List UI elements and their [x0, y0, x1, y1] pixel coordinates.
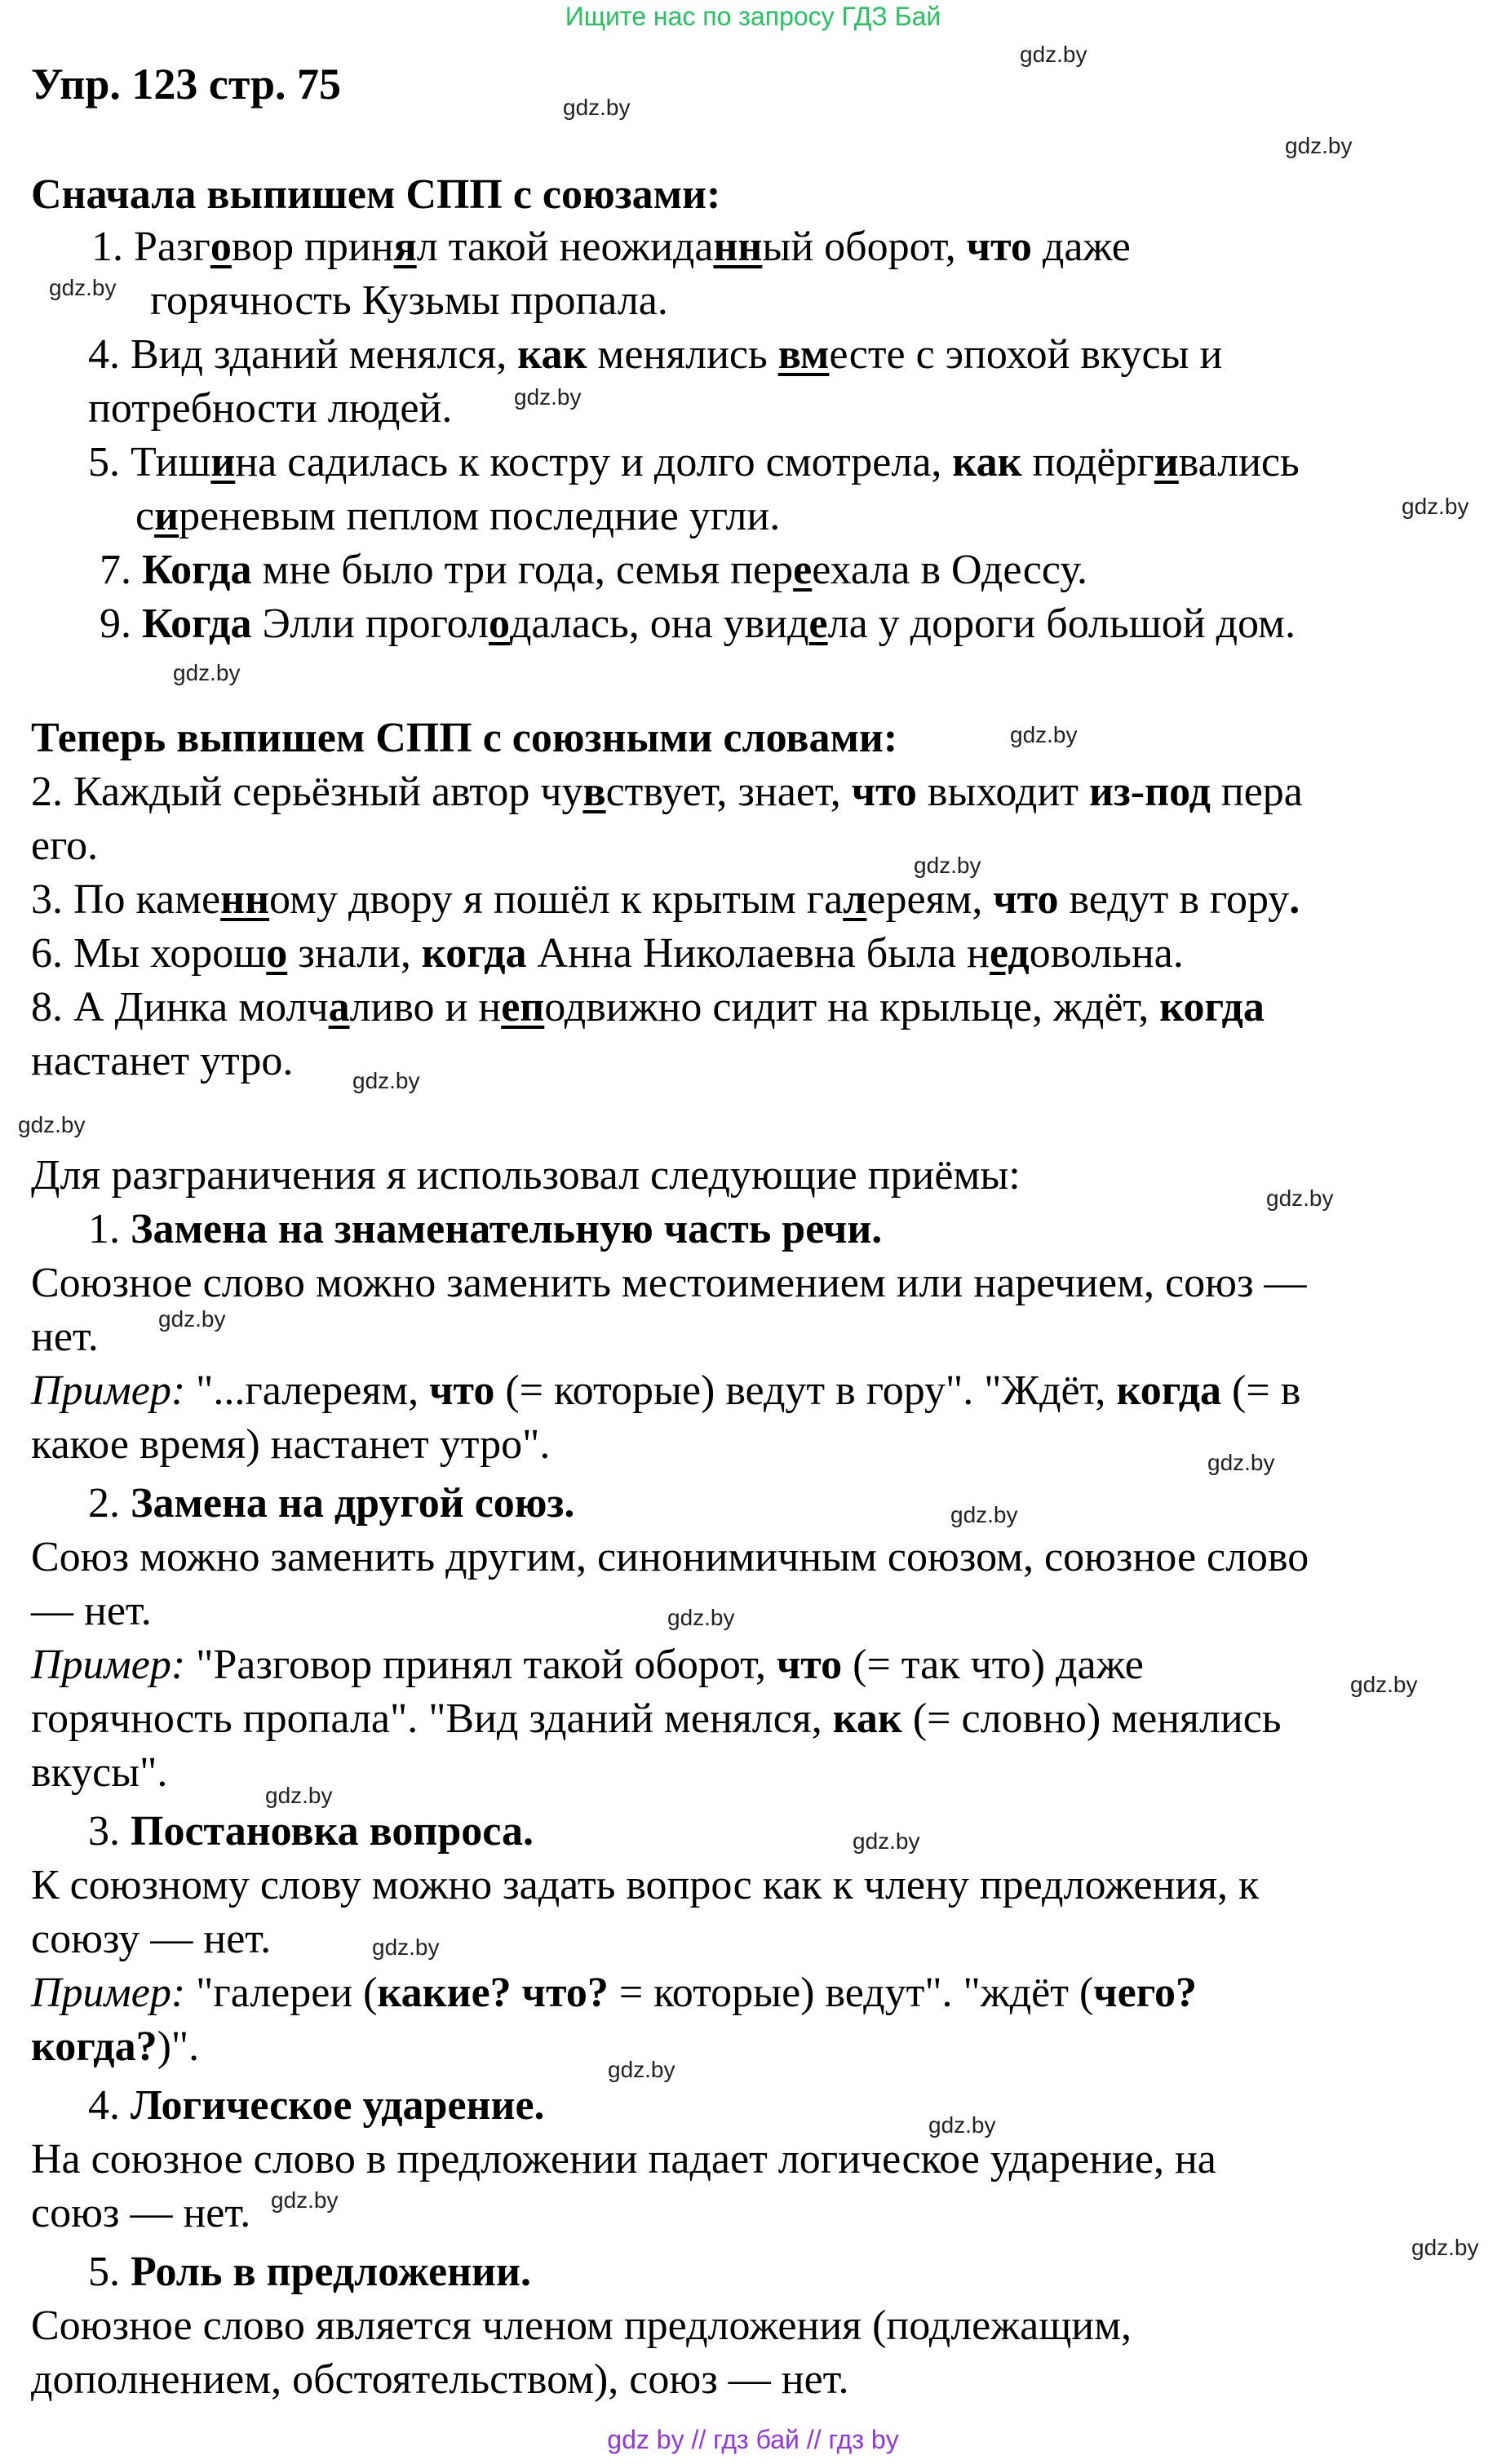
watermark: gdz.by: [352, 1068, 420, 1093]
method-text: — нет.: [31, 1588, 152, 1634]
section2-heading: Теперь выпишем СПП с союзными словами:: [31, 715, 898, 761]
watermark: gdz.by: [853, 1828, 920, 1854]
watermark: gdz.by: [1402, 494, 1469, 519]
method-title: 3. Постановка вопроса.: [88, 1808, 534, 1855]
method-example: Пример: "галереи (какие? что? = которые) ведут". "ждёт (чего?: [31, 1970, 1198, 2016]
method-example: Пример: "...галереям, что (= которые) ведут в гору". "Ждёт, когда (= в: [31, 1367, 1301, 1414]
list-item: 3. По каменному двору я пошёл к крытым галереям, что ведут в гору.: [31, 876, 1300, 923]
watermark: gdz.by: [608, 2057, 675, 2082]
method-text: К союзному слову можно задать вопрос как к члену предложения, к: [31, 1862, 1260, 1908]
method-example-cont: вкусы".: [31, 1749, 168, 1796]
list-item: 7. Когда мне было три года, семья переехала в Одессу.: [100, 547, 1088, 593]
method-title: 2. Замена на другой союз.: [88, 1480, 575, 1527]
list-item-cont: его.: [31, 822, 99, 869]
method-title: 1. Замена на знаменательную часть речи.: [88, 1206, 883, 1252]
watermark: gdz.by: [265, 1783, 333, 1808]
list-item: 4. Вид зданий менялся, как менялись вместе с эпохой вкусы и: [88, 331, 1223, 378]
method-example-cont: когда?)".: [31, 2023, 200, 2070]
methods-intro: Для разграничения я использовал следующие приёмы:: [31, 1152, 1021, 1199]
watermark: gdz.by: [1020, 42, 1087, 67]
method-example: Пример: "Разговор принял такой оборот, что (= так что) даже: [31, 1642, 1144, 1688]
watermark: gdz.by: [1285, 133, 1353, 158]
watermark: gdz.by: [1411, 2235, 1479, 2260]
watermark: gdz.by: [1350, 1672, 1418, 1697]
list-item: 5. Тишина садилась к костру и долго смотрела, как подёргивались: [88, 439, 1300, 485]
watermark: gdz.by: [563, 95, 631, 120]
list-item-cont: настанет утро.: [31, 1038, 294, 1084]
method-example-cont: горячность пропала". "Вид зданий менялся, как (= словно) менялись: [31, 1695, 1282, 1742]
list-item-cont: сиреневым пеплом последние угли.: [135, 493, 781, 539]
watermark: gdz.by: [173, 660, 241, 685]
list-item: 2. Каждый серьёзный автор чувствует, знает, что выходит из-под пера: [31, 769, 1303, 815]
method-text: союзу — нет.: [31, 1916, 272, 1962]
list-item: 6. Мы хорошо знали, когда Анна Николаевна была недовольна.: [31, 930, 1184, 977]
method-text: Союзное слово является членом предложения (подлежащим,: [31, 2302, 1132, 2349]
method-text: союз — нет.: [31, 2190, 251, 2236]
list-item-cont: потребности людей.: [88, 385, 453, 432]
method-text: дополнением, обстоятельством), союз — нет.: [31, 2356, 849, 2403]
list-item-cont: горячность Кузьмы пропала.: [150, 277, 668, 324]
watermark: gdz.by: [372, 1934, 440, 1960]
method-title: 4. Логическое ударение.: [88, 2082, 545, 2129]
watermark: gdz.by: [18, 1112, 86, 1137]
page-title: Упр. 123 стр. 75: [31, 60, 342, 109]
watermark: gdz.by: [914, 853, 981, 878]
bottom-banner[interactable]: gdz by // гдз бай // гдз by: [607, 2425, 899, 2454]
watermark: gdz.by: [1207, 1450, 1275, 1475]
list-item: 8. А Динка молчаливо и неподвижно сидит на крыльце, ждёт, когда: [31, 984, 1265, 1030]
method-text: Союз можно заменить другим, синонимичным союзом, союзное слово: [31, 1534, 1309, 1580]
method-text: нет.: [31, 1314, 99, 1360]
section1-heading: Сначала выпишем СПП с союзами:: [31, 171, 721, 218]
list-item: 9. Когда Элли проголодалась, она увидела у дороги большой дом.: [100, 600, 1296, 647]
method-title: 5. Роль в предложении.: [88, 2249, 531, 2295]
method-example-cont: какое время) настанет утро".: [31, 1421, 551, 1468]
watermark: gdz.by: [928, 2112, 996, 2138]
watermark: gdz.by: [514, 384, 582, 410]
method-text: Союзное слово можно заменить местоимением или наречием, союз —: [31, 1260, 1307, 1306]
list-item: 1. Разговор принял такой неожиданный оборот, что даже: [91, 224, 1131, 270]
watermark: gdz.by: [1010, 722, 1078, 747]
watermark: gdz.by: [1266, 1185, 1334, 1211]
watermark: gdz.by: [950, 1502, 1018, 1527]
watermark: gdz.by: [667, 1605, 735, 1630]
watermark: gdz.by: [49, 275, 117, 300]
watermark: gdz.by: [158, 1306, 226, 1332]
watermark: gdz.by: [271, 2187, 339, 2213]
method-text: На союзное слово в предложении падает логическое ударение, на: [31, 2136, 1216, 2183]
top-banner[interactable]: Ищите нас по запросу ГДЗ Бай: [565, 2, 941, 31]
